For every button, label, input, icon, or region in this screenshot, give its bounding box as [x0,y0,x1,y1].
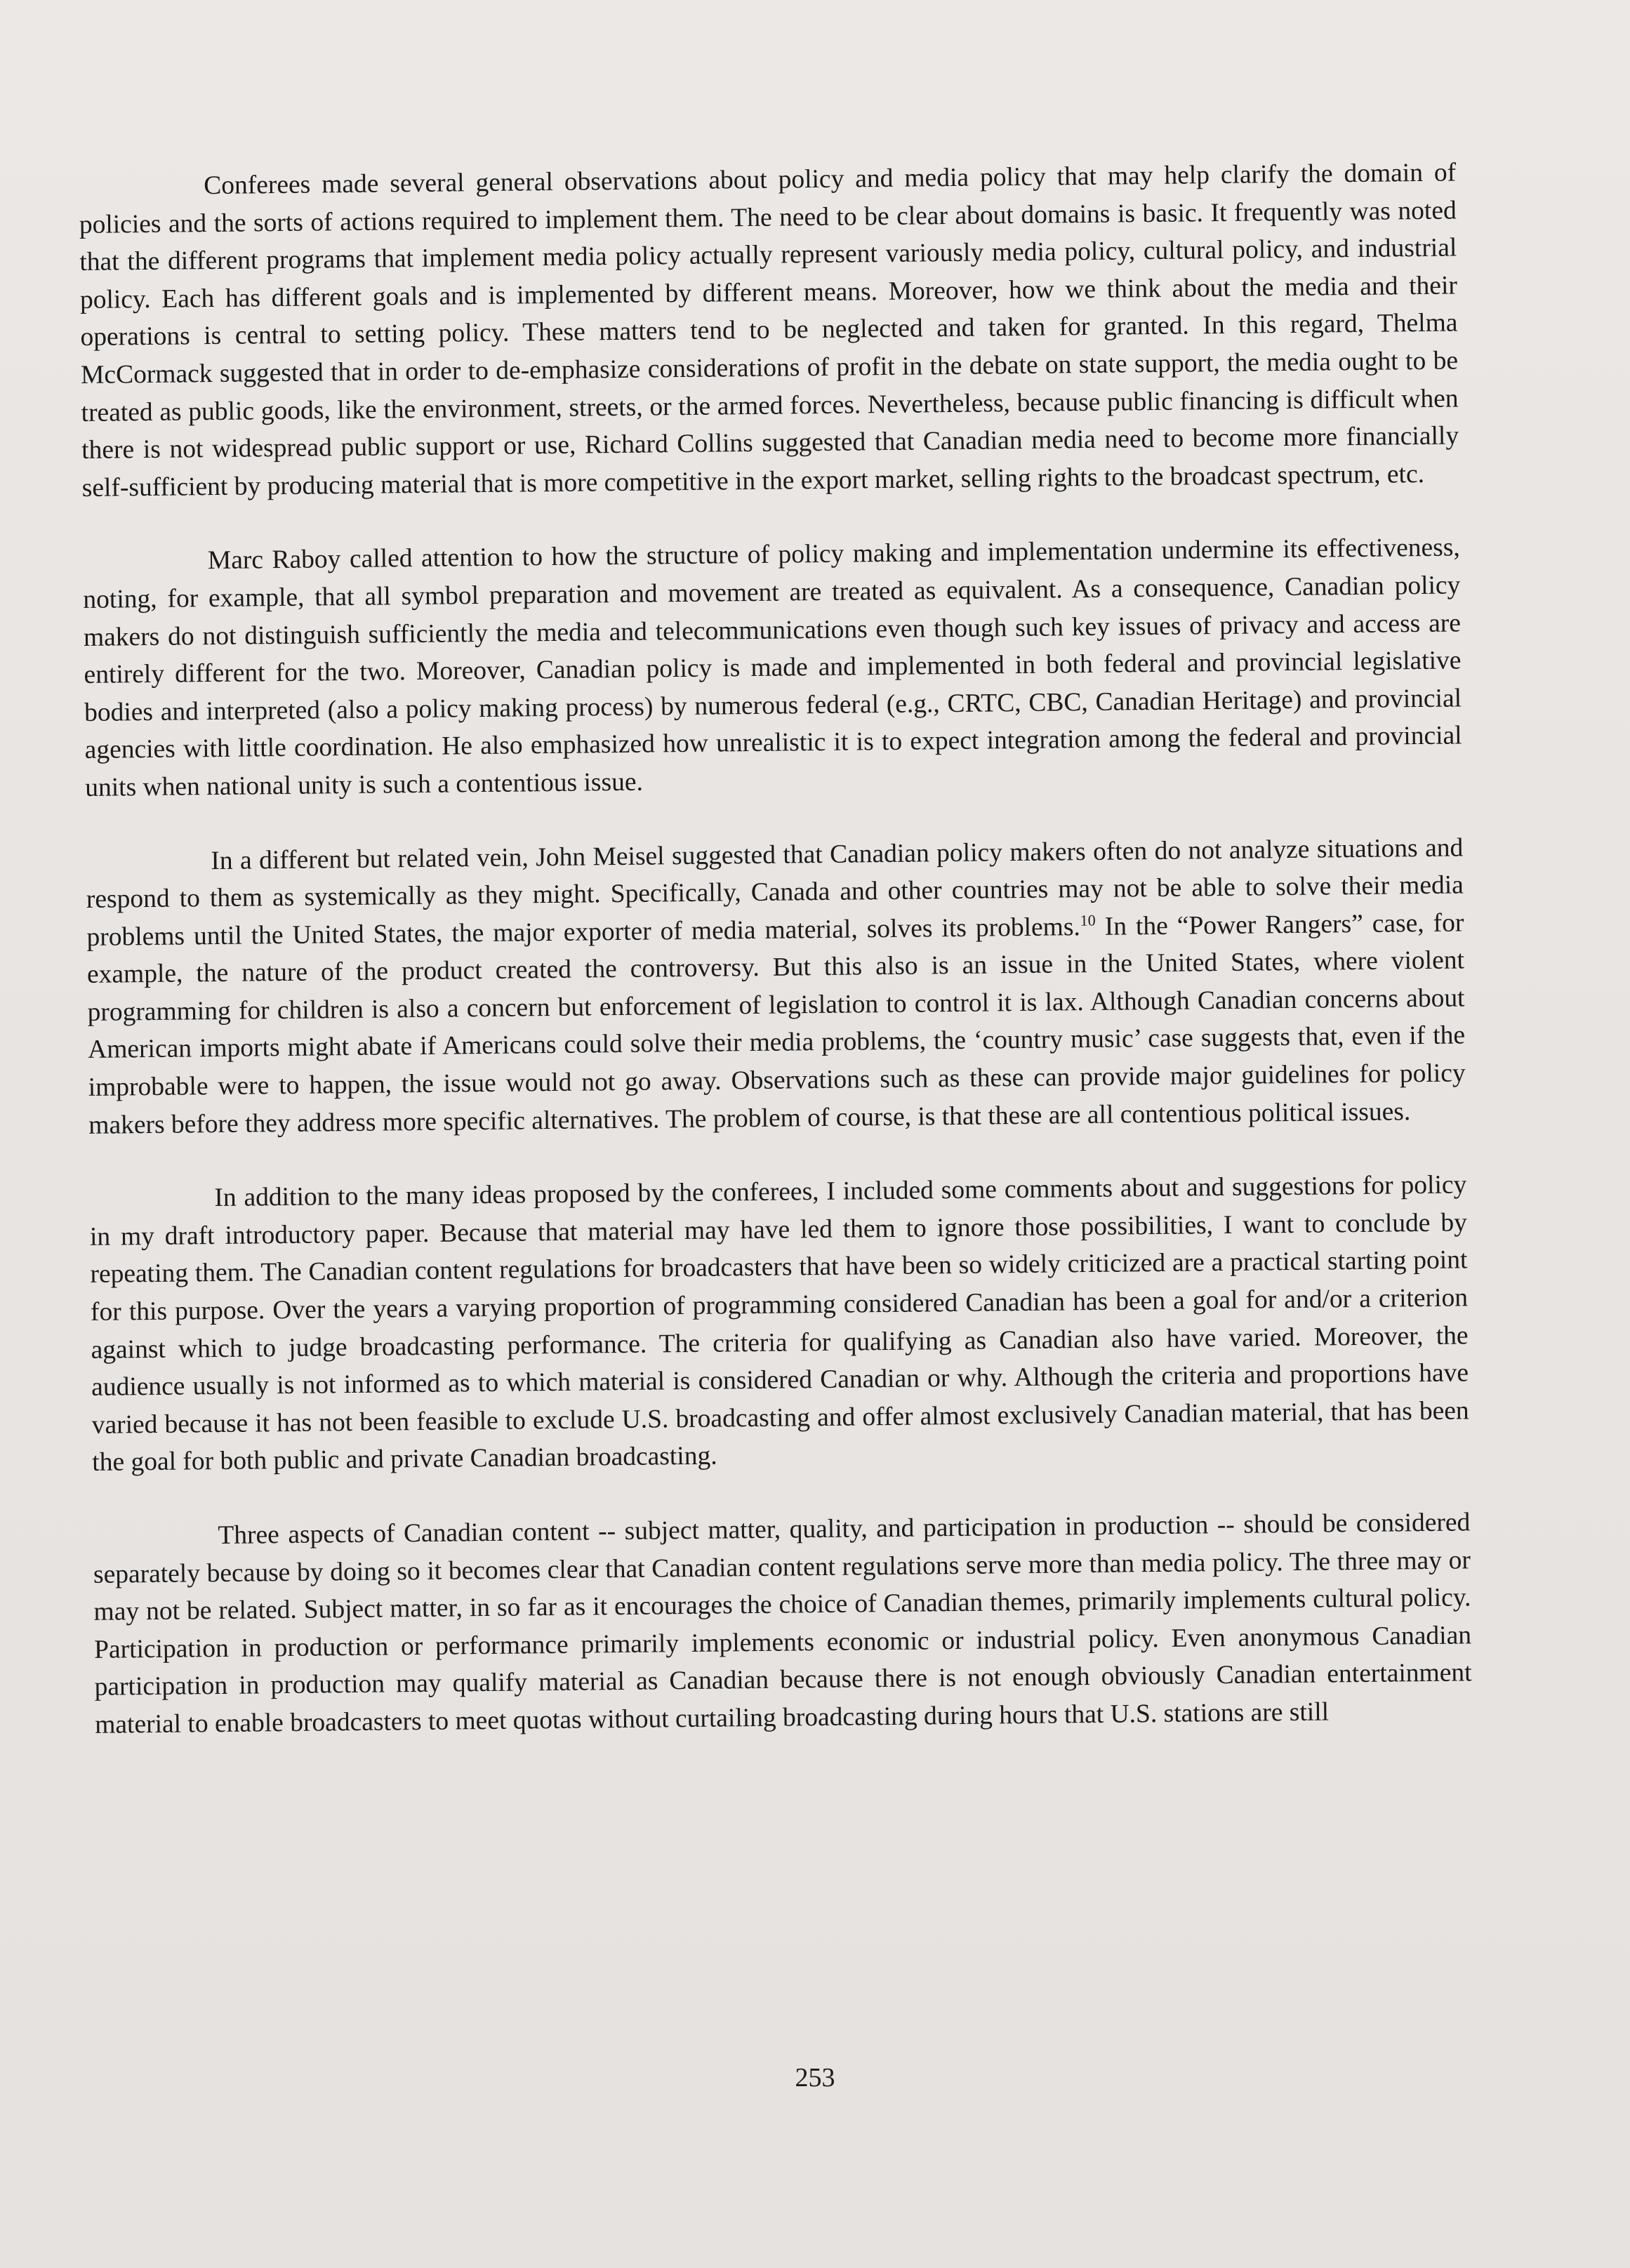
footnote-marker: 10 [1080,911,1096,929]
paragraph-2: Marc Raboy called attention to how the structure of policy making and implementation undermine its effectiveness, noting, for example, that all symbol preparation and movement are treated as equivalent. As a consequence, Canadian policy makers do not distinguish sufficiently the media and telecommunications even though such key issues of privacy and access are entirely different for the two. Moreover, Canadian policy is made and implemented in both federal and provincial legislative bodies and interpreted (also a policy making process) by numerous federal (e.g., CRTC, CBC, Canadian Heritage) and provincial agencies with little coordination. He also emphasized how unrealistic it is to expect integration among the federal and provincial units when national unity is such a contentious issue. [83,533,1462,802]
paragraph-3-text-a: In a different but related vein, John Meisel suggested that Canadian policy makers often do not analyze situations and respond to them as systemically as they might. Specifically, Canada and other countries may not be able to solve their media problems until the United States, the major exporter of media material, solves its problems. [86,833,1464,952]
paragraph-4: In addition to the many ideas proposed by the conferees, I included some comments about and suggestions for policy in my draft introductory paper. Because that material may have led them to ignore those possibilities, I want to conclude by repeating them. The Canadian content regulations for broadcasters that have been so widely criticized are a practical starting point for this purpose. Over the years a varying proportion of programming considered Canadian has been a goal for and/or a criterion against which to judge broadcasting performance. The criteria for qualifying as Canadian also have varied. Moreover, the audience usually is not informed as to which material is considered Canadian or why. Although the criteria and proportions have varied because it has not been feasible to exclude U.S. broadcasting and offer almost exclusively Canadian material, that has been the goal for both public and private Canadian broadcasting. [89,1170,1469,1478]
paragraph-1: Conferees made several general observations about policy and media policy that may help clarify the domain of policies and the sorts of actions required to implement them. The need to be clear about domains is basic. It frequently was noted that the different programs that implement media policy actually represent variously media policy, cultural policy, and industrial policy. Each has different goals and is implemented by different means. Moreover, how we think about the media and their operations is central to setting policy. These matters tend to be neglected and taken for granted. In this regard, Thelma McCormack suggested that in order to de-emphasize considerations of profit in the debate on state support, the media ought to be treated as public goods, like the environment, streets, or the armed forces. Nevertheless, because public financing is difficult when there is not widespread public support or use, Richard Collins suggested that Canadian media need to become more financially self-sufficient by producing material that is more competitive in the export market, selling rights to the broadcast spectrum, etc. [79,158,1459,503]
page-number: 253 [795,2063,835,2093]
paragraph-3 [86,829,1466,1144]
body-text [79,154,1472,1744]
paragraph-5: Three aspects of Canadian content -- subject matter, quality, and participation in production -- should be considered separately because by doing so it becomes clear that Canadian content regulations serve more than media policy. The three may or may not be related. Subject matter, in so far as it encourages the choice of Canadian themes, primarily implements cultural policy. Participation in production or performance primarily implements economic or industrial policy. Even anonymous Canadian participation in production may qualify material as Canadian because there is not enough obviously Canadian entertainment material to enable broadcasters to meet quotas without curtailing broadcasting during hours that U.S. stations are still [93,1508,1472,1739]
paragraph-3-text-b: In the “Power Rangers” case, for example, the nature of the product created the controversy. But this also is an issue in the United States, where violent programming for children is also a concern but enforcement of legislation to control it is lax. Although Canadian concerns about American imports might abate if Americans could solve their media problems, the ‘country music’ case suggests that, even if the improbable were to happen, the issue would not go away. Observations such as these can provide major guidelines for policy makers before they address more specific alternatives. The problem of course, is that these are all contentious political issues. [86,908,1466,1140]
